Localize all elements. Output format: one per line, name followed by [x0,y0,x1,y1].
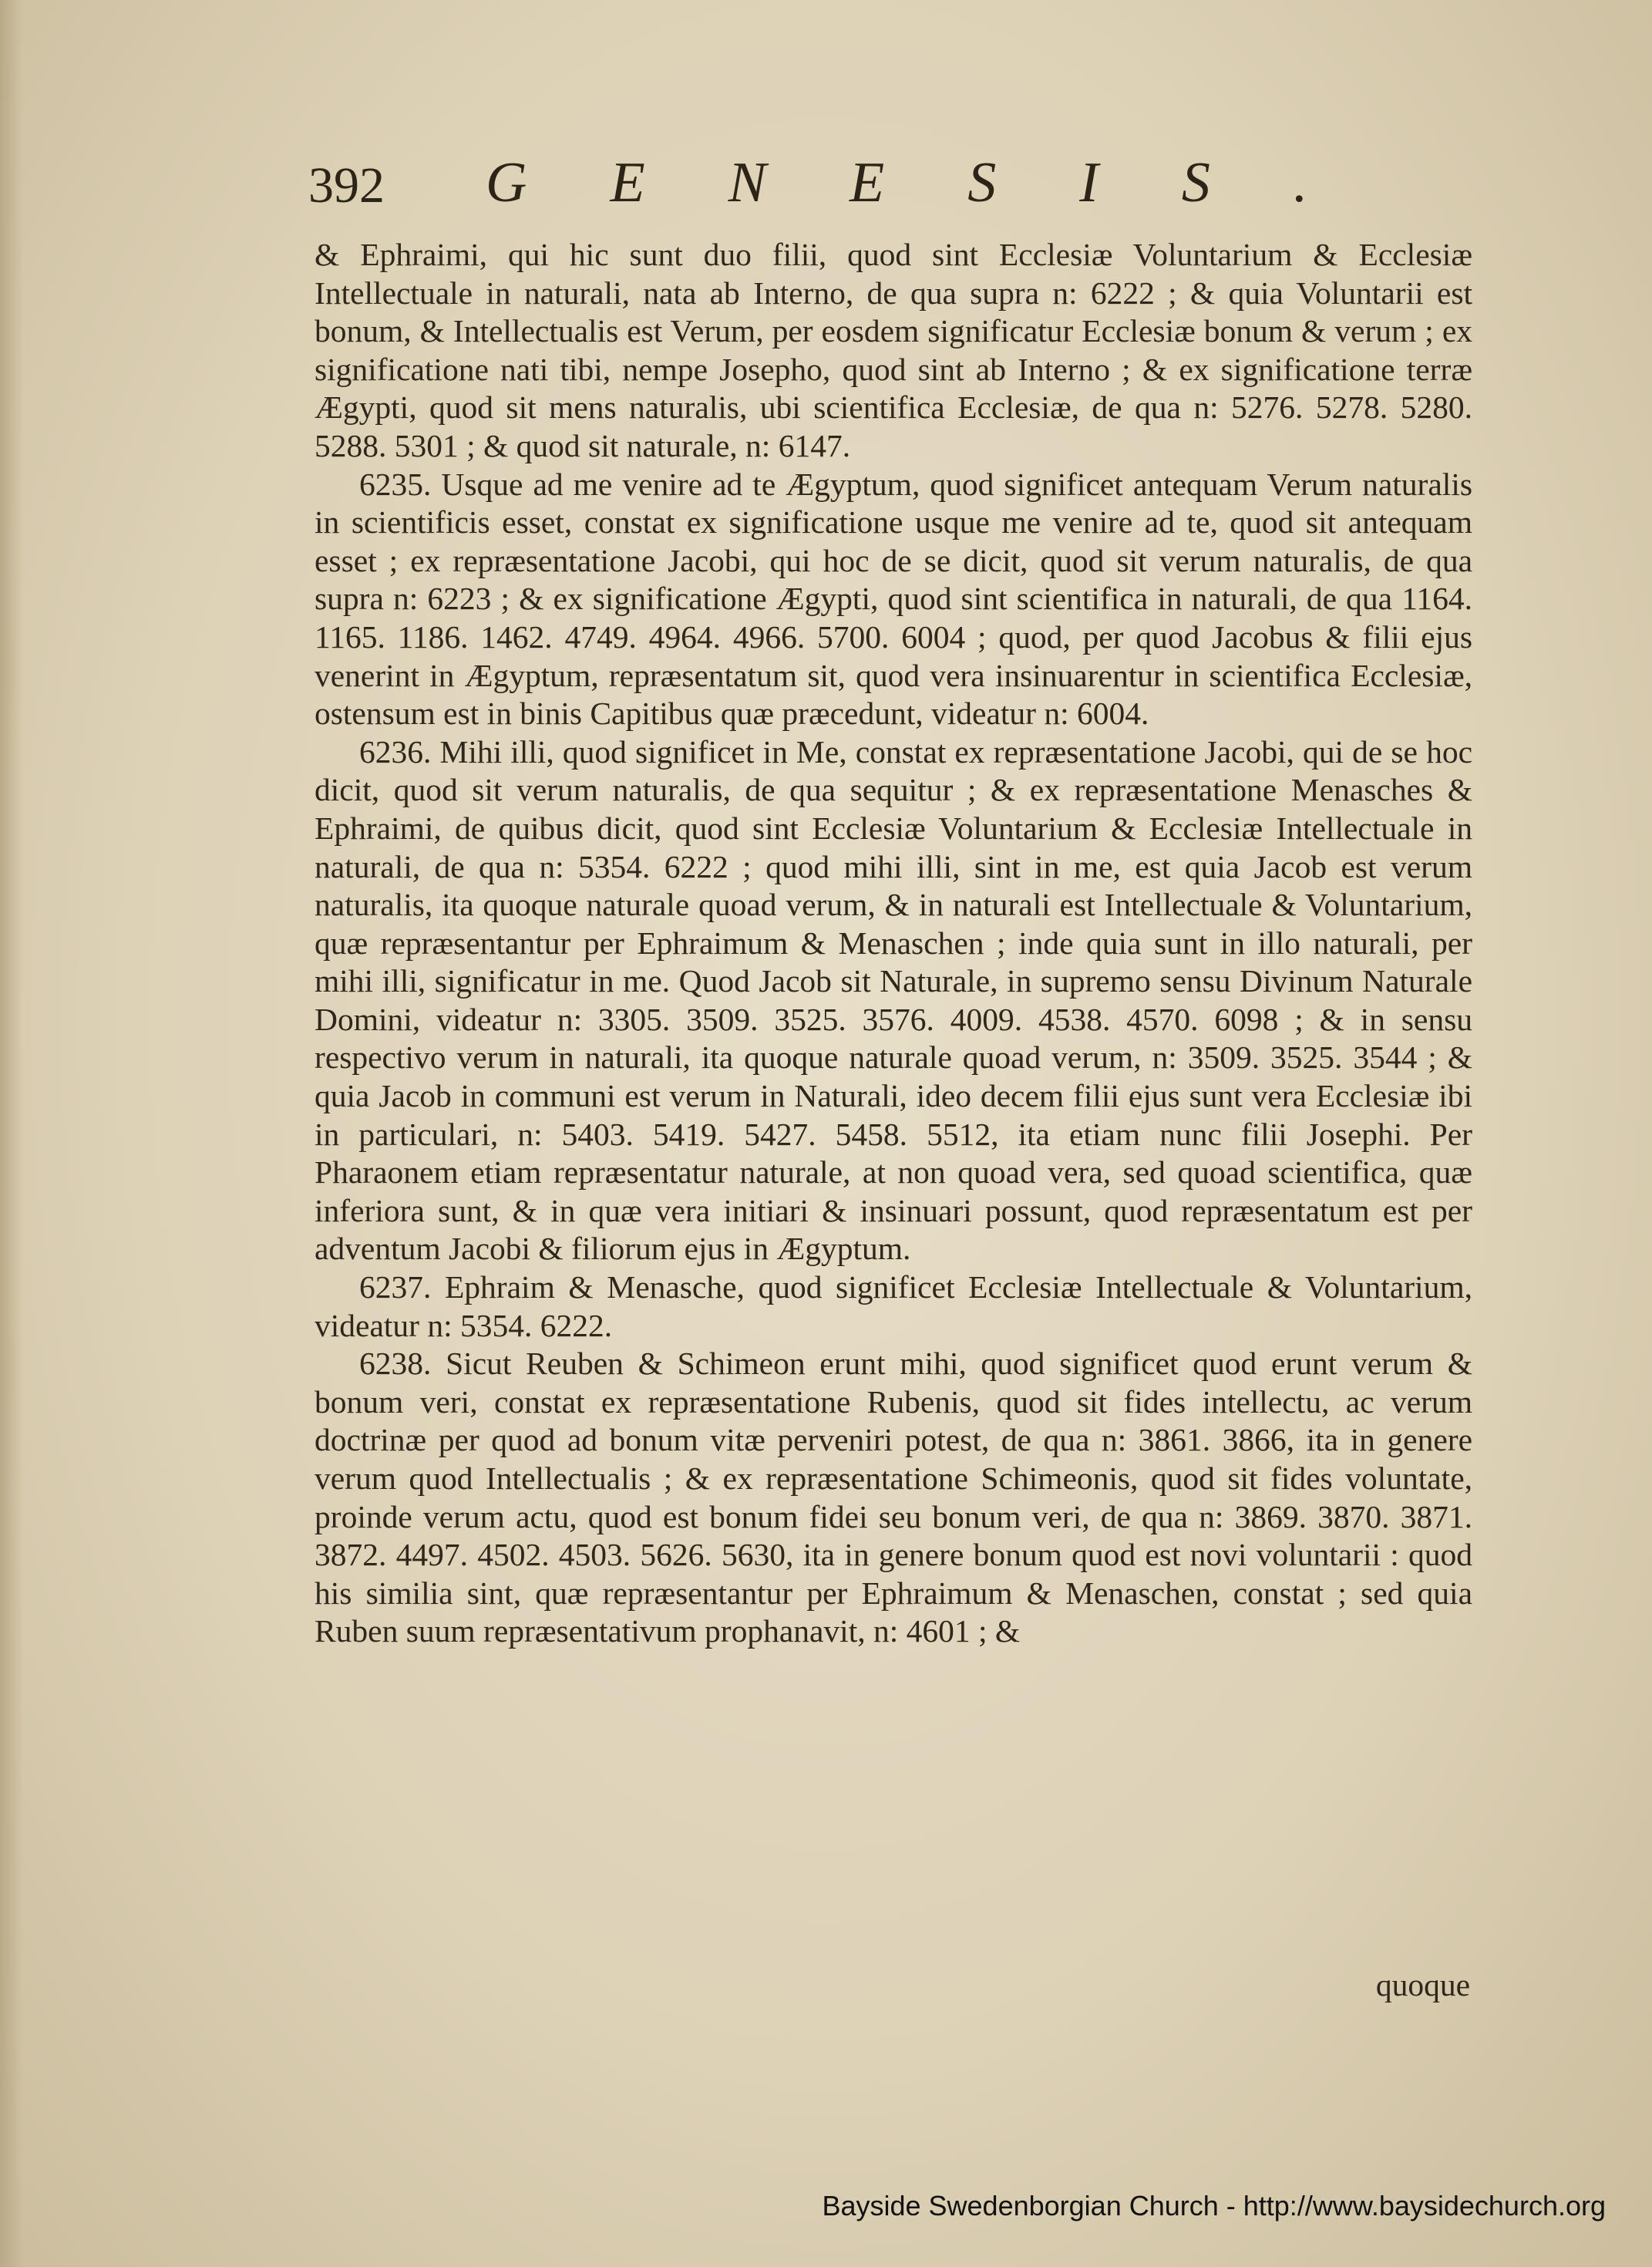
footer-credit: Bayside Swedenborgian Church - http://www.baysidechurch.org [822,2190,1606,2222]
paragraph-6237: 6237. Ephraim & Menasche, quod significet Ecclesiæ Intellectuale & Voluntarium, videatur n: 5354. 6222. [315,1269,1472,1343]
running-title: GENESIS. [486,151,1391,214]
paragraph-6236: 6236. Mihi illi, quod significet in Me, constat ex repræsentatione Jacobi, qui de se hoc dicit, quod sit verum naturalis, de qua sequitur ; & ex repræsentatione Menasches & Ephraimi, de quibus dicit, quod sint Ecclesiæ Voluntarium & Ecclesiæ Intellectuale in naturali, de qua n: 5354. 6222 ; quod mihi illi, sint in me, est quia Jacob est verum naturalis, ita quoque naturale quoad verum, & in naturali est Intellectuale & Voluntarium, quæ repræsentantur per Ephraimum & Menaschen ; inde quia sunt in illo naturali, per mihi illi, significatur in me. Quod Jacob sit Naturale, in supremo sensu Divinum Naturale Domini, videatur n: 3305. 3509. 3525. 3576. 4009. 4538. 4570. 6098 ; & in sensu respectivo verum in naturali, ita quoque naturale quoad verum, n: 3509. 3525. 3544 ; & quia Jacob in communi est verum in Naturali, ideo decem filii ejus sunt vera Ecclesiæ ibi in particulari, n: 5403. 5419. 5427. 5458. 5512, ita etiam nunc filii Josephi. Per Pharaonem etiam repræsentatur naturale, at non quoad vera, sed quoad scientifica, quæ inferiora sunt, & in quæ vera initiari & insinuari possunt, quod repræsentatum est per adventum Jacobi & filiorum ejus in Ægyptum. [315,733,1472,1267]
paragraph-continuation: & Ephraimi, qui hic sunt duo filii, quod sint Ecclesiæ Voluntarium & Ecclesiæ Intellectuale in naturali, nata ab Interno, de qua supra n: 6222 ; & quia Voluntarii est bonum, & Intellectualis est Verum, per eosdem significatur Ecclesiæ bonum & verum ; ex significatione nati tibi, nempe Josepho, quod sint ab Interno ; & ex significatione terræ Ægypti, quod sit mens naturalis, ubi scientifica Ecclesiæ, de qua n: 5276. 5278. 5280. 5288. 5301 ; & quod sit naturale, n: 6147. [315,237,1472,463]
page-number: 392 [308,157,385,214]
page-header [308,150,1480,220]
paragraph-6235: 6235. Usque ad me venire ad te Ægyptum, quod significet antequam Verum naturalis in scientificis esset, constat ex significatione usque me venire ad te, quod sit antequam esset ; ex repræsentatione Jacobi, qui hoc de se dicit, quod sit verum naturalis, de qua supra n: 6223 ; & ex significatione Ægypti, quod sint scientifica in naturali, de qua 1164. 1165. 1186. 1462. 4749. 4964. 4966. 5700. 6004 ; quod, per quod Jacobus & filii ejus venerint in Ægyptum, repræsentatum sit, quod vera insinuarentur in scientifica Ecclesiæ, ostensum est in binis Capitibus quæ præcedunt, videatur n: 6004. [315,466,1472,732]
page-edge-shadow [0,0,23,2267]
body-text [315,236,1472,1651]
paragraph-6238: 6238. Sicut Reuben & Schimeon erunt mihi, quod significet quod erunt verum & bonum veri, constat ex repræsentatione Rubenis, quod sit fides intellectu, ac verum doctrinæ per quod ad bonum vitæ perveniri potest, de qua n: 3861. 3866, ita in genere verum quod Intellectualis ; & ex repræsentatione Schimeonis, quod sit fides voluntate, proinde verum actu, quod est bonum fidei seu bonum veri, de qua n: 3869. 3870. 3871. 3872. 4497. 4502. 4503. 5626. 5630, ita in genere bonum quod est novi voluntarii : quod his similia sint, quæ repræsentantur per Ephraimum & Menaschen, constat ; sed quia Ruben suum repræsentativum prophanavit, n: 4601 ; & [315,1346,1472,1649]
catchword: quoque [1375,1967,1470,2003]
